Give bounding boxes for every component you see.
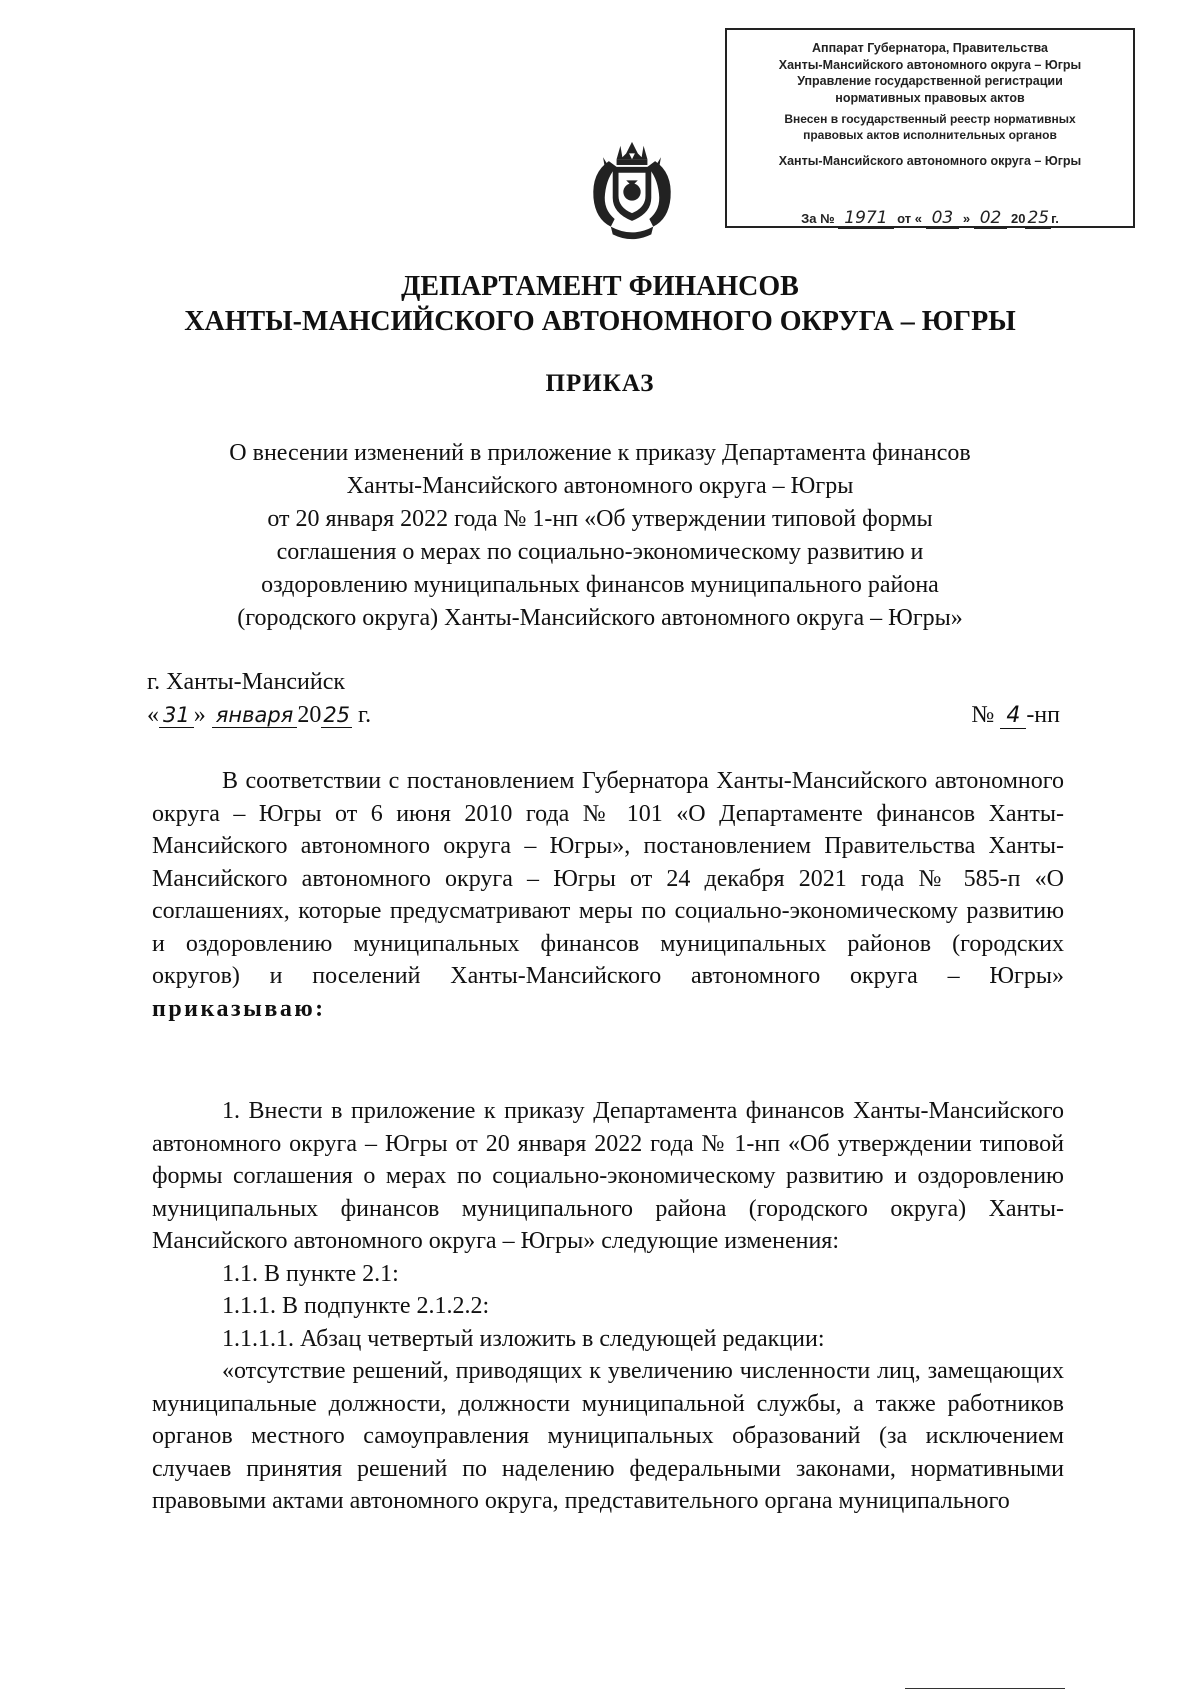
page-footer-rule — [905, 1688, 1065, 1689]
stamp-registry — [727, 111, 1133, 143]
preamble-text: В соответствии с постановлением Губернатора Ханты-Мансийского автономного округа – Югры от 6 июня 2010 года № 101 «О Департаменте финансов Ханты-Мансийского автономного округа – Югры», постановлением Правительства Ханты-Мансийского автономного округа – Югры от 24 декабря 2021 года № 585-п «О соглашениях, которые предусматривают меры по социально-экономическому развитию и оздоровлению муниципальных финансов муниципальных районов (городских округов) и поселений Ханты-Мансийского автономного округа – Югры» — [152, 768, 1064, 989]
stamp-reg-number: 1971 — [838, 208, 893, 229]
stamp-reg-year: 25 — [1027, 208, 1050, 228]
order-word: приказываю: — [152, 995, 326, 1022]
department-subtitle: ХАНТЫ-МАНСИЙСКОГО АВТОНОМНОГО ОКРУГА – ЮГРЫ — [184, 306, 1016, 337]
stamp-line: Управление государственной регистрации — [797, 74, 1063, 88]
department-title: ДЕПАРТАМЕНТ ФИНАНСОВ — [401, 271, 799, 302]
coat-of-arms-icon — [583, 138, 681, 244]
date-suffix: г. — [358, 702, 372, 728]
stamp-line: нормативных правовых актов — [835, 90, 1025, 105]
subject-line: соглашения о мерах по социально-экономическому развитию и — [276, 539, 924, 565]
stamp-reg-year-prefix: 20 — [1011, 211, 1026, 226]
stamp-line: правовых актов исполнительных органов — [803, 128, 1057, 142]
preamble-paragraph — [152, 765, 1064, 1025]
stamp-line: Ханты-Мансийского автономного округа – Югры — [778, 154, 1082, 168]
document-subject — [0, 437, 1200, 635]
document-place: г. Ханты-Мансийск — [147, 669, 346, 695]
stamp-reg-from: от « — [897, 211, 922, 226]
subject-line: О внесении изменений в приложение к приказу Департамента финансов — [229, 440, 971, 466]
date-open-quote: « — [147, 702, 159, 728]
subject-line: (городского округа) Ханты-Мансийского автономного округа – Югры» — [237, 605, 963, 631]
stamp-reg-suffix: г. — [1051, 211, 1059, 226]
stamp-line: Внесен в государственный реестр нормативных — [784, 112, 1076, 126]
order-item: 1.1.1. В подпункте 2.1.2.2: — [222, 1293, 490, 1319]
date-month: января — [212, 703, 298, 728]
date-year: 25 — [323, 703, 351, 727]
stamp-region — [727, 153, 1133, 169]
stamp-reg-month: 02 — [974, 208, 1008, 229]
date-day: 31 — [159, 703, 194, 728]
order-item: 1.1.1.1. Абзац четвертый изложить в следующей редакции: — [222, 1325, 825, 1352]
stamp-registration-number — [727, 208, 1133, 228]
order-item: 1.1. В пункте 2.1: — [222, 1260, 399, 1287]
registration-stamp — [725, 28, 1135, 228]
stamp-line: Аппарат Губернатора, Правительства — [812, 41, 1048, 55]
order-items — [152, 1095, 1064, 1518]
stamp-reg-close: » — [962, 211, 971, 226]
order-item: 1. Внести в приложение к приказу Департамента финансов Ханты-Мансийского автономного округа – Югры от 20 января 2022 года № 1-нп «Об утверждении типовой формы соглашения о мерах по социально-экономическому развитию и оздоровлению муниципальных финансов муниципального района (городского округа) Ханты-Мансийского автономного округа – Югры» следующие изменения: — [152, 1098, 1064, 1254]
date-year-prefix: 20 — [297, 702, 322, 728]
subject-line: Ханты-Мансийского автономного округа – Югры — [346, 473, 854, 499]
stamp-authority — [727, 30, 1133, 106]
number-prefix: № — [971, 702, 995, 728]
stamp-line: Ханты-Мансийского автономного округа – Югры — [778, 57, 1082, 72]
number-suffix: -нп — [1026, 702, 1060, 728]
stamp-reg-prefix: За № — [801, 211, 835, 226]
stamp-reg-day: 03 — [926, 208, 960, 229]
document-type: ПРИКАЗ — [545, 370, 655, 397]
document-number — [971, 700, 1060, 731]
quoted-paragraph: «отсутствие решений, приводящих к увеличению численности лиц, замещающих муниципальные должности, должности муниципальной службы, а также работников органов местного самоуправления муниципальных образований (за исключением случаев принятия решений по наделению федеральными законами, нормативными правовыми актами автономного округа, представительного органа муниципального — [152, 1358, 1064, 1514]
document-date — [147, 700, 371, 730]
number-value: 4 — [1000, 703, 1026, 729]
subject-line: оздоровлению муниципальных финансов муниципального района — [261, 572, 939, 598]
date-close-quote: » — [193, 702, 206, 728]
subject-line: от 20 января 2022 года № 1-нп «Об утверждении типовой формы — [267, 506, 933, 532]
